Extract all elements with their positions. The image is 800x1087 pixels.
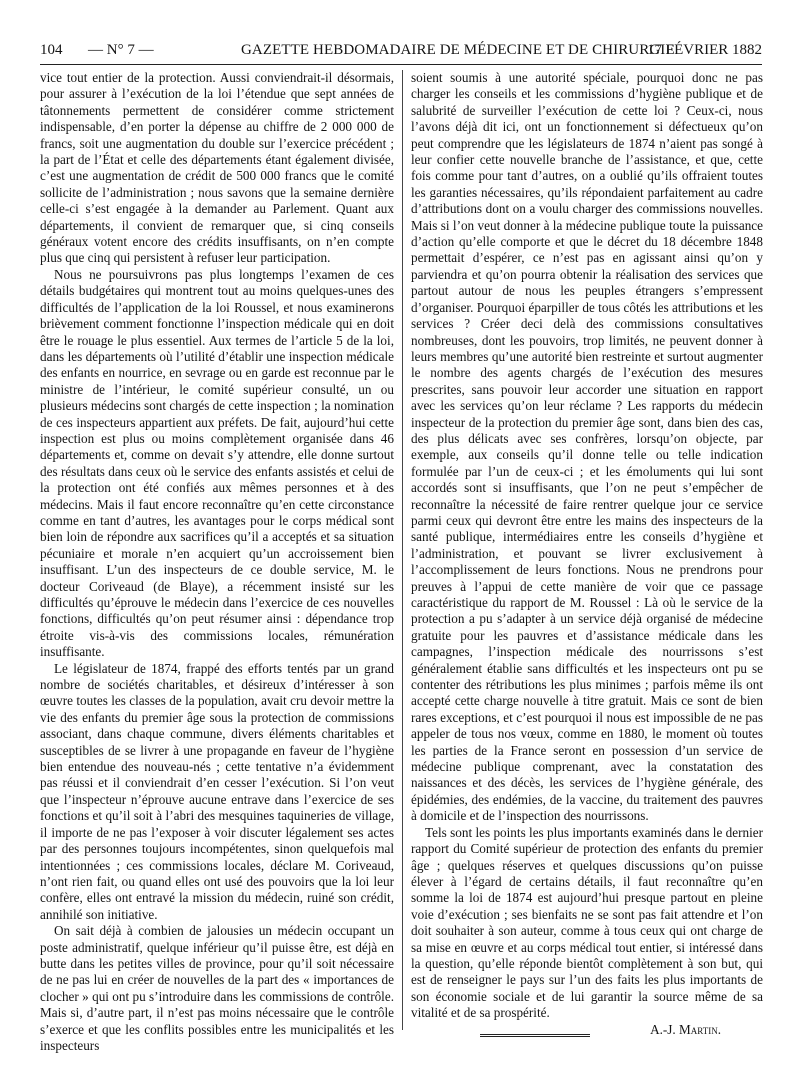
article-end-rule (480, 1034, 590, 1037)
column-divider (402, 70, 403, 1030)
left-column (40, 70, 394, 1053)
paragraph: Tels sont les points les plus importants examinés dans le dernier rapport du Comité supérieur de protection des enfants du premier âge ; quelques réserves et quelques discussions qu’on puisse élever à l’égard de certains détails, il faut reconnaître qu’en somme la loi de 1874 est aujourd’hui presque partout en pleine voie d’exécution ; ses bienfaits ne se sont pas fait attendre et l’on doit souhaiter à son auteur, comme à tous ceux qui ont charge de sa mise en œuvre et au corps médical tout entier, si intéressé dans la question, qu’elle réponde bientôt complètement à son but, qui est de renseigner le pays sur l’un des faits les plus importants de son économie sociale et de lui garantir la source même de sa vitalité et de sa prospérité. (411, 824, 763, 1021)
journal-title: GAZETTE HEBDOMADAIRE DE MÉDECINE ET DE CHIRURGIE (241, 42, 675, 58)
issue-number: — N° 7 — (88, 42, 154, 58)
paragraph: soient soumis à une autorité spéciale, pourquoi donc ne pas charger les conseils et les commissions d’hygiène publique et de salubrité de surveiller l’exécution de cette loi ? Ceux-ci, nous l’avons déjà dit ici, ont un fonctionnement si défectueux qu’on peut comprendre que les législateurs de 1874 n’aient pas songé à leur confier cette nouvelle branche de l’assistance, et que, cette fois comme pour tant d’autres, on a oublié qu’ils offraient toutes les garanties nécessaires, qu’ils répondaient parfaitement au cadre d’attributions dont on a voulu charger des commissions nouvelles. Mais si l’on veut donner à la médecine publique toute la puissance d’action qu’elle comporte et que le décret du 18 décembre 1848 permettait d’espérer, ce n’est pas en agissant ainsi qu’on y parviendra et qu’on pourra obtenir la réalisation des services que partout autour de nous les peuples étrangers s’empressent d’organiser. Pourquoi éparpiller de tous côtés les attributions et les services ? Créer deci delà des commissions consultatives nombreuses, dont les pouvoirs, trop limités, ne peuvent donner à leurs membres qu’une autorité bien restreinte et surtout augmenter le nombre des agents chargés de l’exécution des mesures prescrites, sans pouvoir leur accorder une situation en rapport avec les services qu’on leur réclame ? Les rapports du médecin inspecteur de la protection du premier âge sont, dans bien des cas, des plus délicats avec ses confrères, lorsqu’on objecte, par exemple, aux conseils qu’il donne telle ou telle indication formulée par l’un de ceux-ci ; et les émoluments qui lui sont accordés sont si insuffisants, que l’on ne peut s’empêcher de reconnaître la nécessité de faire rentrer quelque jour ce service parmi ceux qui devront être entre les mains des inspecteurs de la santé publique, intermédiaires entre les conseils d’hygiène et l’administration, et pouvant se livrer exclusivement à l’accomplissement de leurs fonctions. Nous ne prendrons pour preuves à l’appui de cette manière de voir que ce passage caractéristique du rapport de M. Roussel : Là où le service de la protection a pu s’adapter à un service déjà organisé de médecine gratuite pour les pauvres et d’assistance médicale dans les campagnes, l’inspection médicale des nourrissons s’est généralement établie sans difficultés et les inspecteurs ont pu se contenter des rétributions les plus minimes ; parfois même ils ont accepté cette charge nouvelle à titre gratuit. Mais ce sont de bien rares exceptions, et c’est pourquoi il nous est impossible de ne pas appeler de tous nos vœux, comme en 1880, le moment où toutes les parties de la France seront en possession d’un service de médecine publique comprenant, avec la constatation des naissances et des décès, les services de l’hygiène générale, des épidémies, des endémies, de la vaccine, du traitement des pauvres à domicile et de l’inspection des nourrissons. (411, 70, 763, 824)
paragraph: vice tout entier de la protection. Aussi conviendrait-il désormais, pour assurer à l’exécution de la loi l’étendue que sept années de tâtonnements permettent de considérer comme strictement indispensable, d’en porter la dépense au chiffre de 2 000 000 de francs, soit une augmentation du double sur l’exercice précédent ; la part de l’État et celle des départements étant également divisée, c’est une augmentation de crédit de 500 000 francs que le comité sollicite de l’administration ; nous savons que la semaine dernière celle-ci s’est engagée à la demander au Parlement. Quant aux départements, il convient de remarquer que, si cinq conseils généraux votent encore des crédits insuffisants, on n’en compte plus que cinq qui persistent à refuser leur participation. (40, 70, 394, 266)
page-number: 104 (40, 42, 63, 58)
page-header (40, 40, 762, 60)
author-signature: A.-J. Martin. (650, 1021, 721, 1037)
issue-date: 17 FÉVRIER 1882 (646, 42, 762, 58)
paragraph: Nous ne poursuivrons pas plus longtemps l’examen de ces détails budgétaires qui montrent tout au moins quelques-unes des difficultés de l’application de la loi Roussel, et nous examinerons brièvement comment fonctionne l’inspection médicale qui en doit être le rouage le plus essentiel. Aux termes de l’article 5 de la loi, dans les départements où l’utilité d’établir une inspection médicale des enfants en nourrice, en sevrage ou en garde est reconnue par le ministre de l’intérieur, le comité supérieur consulté, un ou plusieurs médecins sont chargés de cette inspection ; la nomination de ces inspecteurs appartient aux préfets. De fait, aujourd’hui cette inspection est plus ou moins complètement organisée dans 46 départements et, comme on devait s’y attendre, elle donne surtout des résultats dans ceux où le service des enfants assistés et celui de la protection ont été confiés aux mêmes personnes et à des médecins. Mais il faut encore reconnaître qu’en cette circonstance comme en tant d’autres, les avantages pour le corps médical sont bien loin de répondre aux sacrifices qu’il a acceptés et sa situation pécuniaire et morale n’en acquiert qu’un accroissement bien insuffisant. L’un des inspecteurs de ce double service, M. le docteur Coriveaud (de Blaye), a récemment insisté sur les difficultés qu’éprouve le médecin dans l’exercice de ces nouvelles fonctions, difficultés qu’on peut résumer ainsi : dépendance trop étroite vis-à-vis des commissions locales, rémunération insuffisante. (40, 266, 394, 660)
paragraph: Le législateur de 1874, frappé des efforts tentés par un grand nombre de sociétés charitables, et désireux d’intéresser à son œuvre toutes les classes de la population, avait cru devoir mettre la vie des enfants du premier âge sous la protection de commissions associant, dans chaque commune, divers éléments charitables et susceptibles de se livrer à une propagande en faveur de l’hygiène bien entendue des nouveau-nés ; cette tentative n’a évidemment pas réussi et il conviendrait d’en cesser l’exécution. Si l’on veut que l’inspecteur n’éprouve aucune entrave dans l’exercice de ses fonctions et qu’il soit à l’abri des mesquines taquineries de village, il importe de ne pas l’exposer à voir discuter légalement ses actes par des personnes toujours incompétentes, sinon quelquefois mal intentionnées ; ces commissions locales, déclare M. Coriveaud, n’ont rien fait, ou quand elles ont usé des pouvoirs que la loi leur confère, elles ont entravé la mission du médecin, ruiné son crédit, annihilé son initiative. (40, 660, 394, 922)
right-column (411, 70, 763, 1037)
header-rule (40, 64, 762, 65)
paragraph: On sait déjà à combien de jalousies un médecin occupant un poste administratif, quelque inférieur qu’il puisse être, est déjà en butte dans les petites villes de province, pour qu’il soit nécessaire de ne pas lui en créer de nouvelles de la part des « importances de clocher » qui ont pu s’introduire dans les commissions de contrôle. Mais si, d’autre part, il n’est pas moins nécessaire que le contrôle s’exerce et que les conflits possibles entre les municipalités et les inspecteurs (40, 923, 394, 1053)
